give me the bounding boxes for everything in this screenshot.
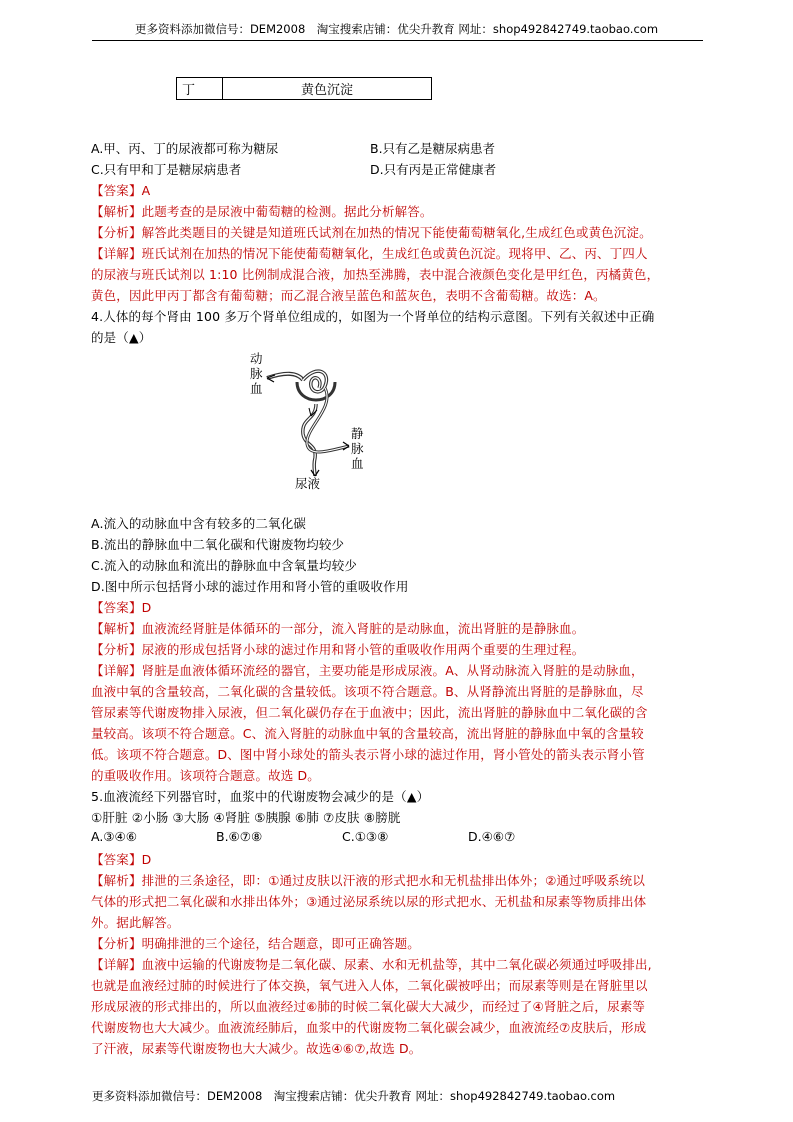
q4-xiangjie-line: 低。该项不符合题意。D、图中肾小球处的箭头表示肾小球的滤过作用，肾小管处的箭头表示肾小管 — [91, 747, 645, 762]
q5-option-b: B.⑥⑦⑧ — [216, 829, 263, 844]
q3-xiangjie-line: 【详解】班氏试剂在加热的情况下能使葡萄糖氧化，生成红色或黄色沉淀。现将甲、乙、丙、丁四人 — [91, 246, 648, 261]
label-vein-2: 脉 — [351, 441, 364, 456]
q5-xiangjie-line: 了汗液，尿素等代谢废物也大大减少。故选④⑥⑦,故选 D。 — [91, 1041, 422, 1056]
page-footer: 更多资料添加微信号：DEM2008 淘宝搜索店铺：优尖升教育 网址：shop492842749.taobao.com — [92, 1089, 616, 1103]
label-artery-2: 脉 — [250, 366, 263, 381]
q4-option-c: C.流入的动脉血和流出的静脉血中含氧量均较少 — [91, 558, 358, 573]
q5-organs: ①肝脏 ②小肠 ③大肠 ④肾脏 ⑤胰腺 ⑥肺 ⑦皮肤 ⑧膀胱 — [91, 810, 401, 825]
label-urine: 尿液 — [295, 476, 321, 491]
q5-jiexi-line: 外。据此解答。 — [91, 915, 180, 930]
q4-xiangjie-line: 的重吸收作用。该项符合题意。故选 D。 — [91, 768, 320, 783]
q5-option-c: C.①③⑧ — [342, 829, 389, 844]
label-vein-1: 静 — [351, 426, 364, 441]
result-table — [176, 77, 432, 100]
q3-option-c: C.只有甲和丁是糖尿病患者 — [91, 162, 242, 177]
q5-xiangjie-line: 形成尿液的形式排出的，所以血液经过⑥肺的时候二氧化碳大大减少，而经过了④肾脏之后，尿素等 — [91, 999, 646, 1014]
q4-option-d: D.图中所示包括肾小球的滤过作用和肾小管的重吸收作用 — [91, 579, 409, 594]
q5-xiangjie-line: 【详解】血液中运输的代谢废物是二氧化碳、尿素、水和无机盐等，其中二氧化碳必须通过呼吸排出, — [91, 957, 652, 972]
q4-stem-line: 4.人体的每个肾由 100 多万个肾单位组成的，如图为一个肾单位的结构示意图。下列有关叙述中正确 — [91, 309, 655, 324]
q3-option-a: A.甲、丙、丁的尿液都可称为糖尿 — [91, 141, 279, 156]
q5-option-d: D.④⑥⑦ — [468, 829, 516, 844]
q3-jiexi: 【解析】此题考查的是尿液中葡萄糖的检测。据此分析解答。 — [91, 204, 433, 219]
q4-option-b: B.流出的静脉血中二氧化碳和代谢废物均较少 — [91, 537, 345, 552]
q3-xiangjie-line: 的尿液与班氏试剂以 1:10 比例制成混合液，加热至沸腾，表中混合液颜色变化是甲红色，丙橘黄色， — [91, 267, 660, 282]
q4-stem-line: 的是（▲） — [91, 330, 152, 345]
q4-option-a: A.流入的动脉血中含有较多的二氧化碳 — [91, 516, 307, 531]
q4-jiexi: 【解析】血液流经肾脏是体循环的一部分，流入肾脏的是动脉血，流出肾脏的是静脉血。 — [91, 621, 585, 636]
q4-fenxi: 【分析】尿液的形成包括肾小球的滤过作用和肾小管的重吸收作用两个重要的生理过程。 — [91, 642, 585, 657]
q5-xiangjie-line: 也就是血液经过肺的时候进行了体交换，氧气进入人体，二氧化碳被呼出；而尿素等则是在肾脏里以 — [91, 978, 648, 993]
vein-vessel — [307, 388, 349, 452]
nephron-diagram — [245, 348, 385, 493]
q5-stem: 5.血液流经下列器官时，血浆中的代谢废物会减少的是（▲） — [91, 789, 430, 804]
q5-jiexi-line: 【解析】排泄的三条途径，即：①通过皮肤以汗液的形式把水和无机盐排出体外；②通过呼吸系统以 — [91, 873, 646, 888]
q3-xiangjie-line: 黄色，因此甲丙丁都含有葡萄糖；而乙混合液呈蓝色和蓝灰色，表明不含葡萄糖。故选：A。 — [91, 288, 606, 303]
q5-option-a: A.③④⑥ — [91, 829, 137, 844]
table-cell-value: 黄色沉淀 — [223, 78, 432, 100]
q5-fenxi: 【分析】明确排泄的三个途径，结合题意，即可正确答题。 — [91, 936, 420, 951]
q3-answer: 【答案】A — [91, 183, 151, 198]
table-cell-label: 丁 — [177, 78, 223, 100]
q4-xiangjie-line: 量较高。该项不符合题意。C、流入肾脏的动脉血中氧的含量较高，流出肾脏的静脉血中氧的含量较 — [91, 726, 644, 741]
q4-xiangjie-line: 【详解】肾脏是血液体循环流经的器官，主要功能是形成尿液。A、从肾动脉流入肾脏的是动脉血， — [91, 663, 644, 678]
label-artery-1: 动 — [250, 351, 263, 366]
header-rule — [92, 40, 703, 41]
q4-xiangjie-line: 管尿素等代谢废物排入尿液，但二氧化碳仍存在于血液中；因此，流出肾脏的静脉血中二氧化碳的含 — [91, 705, 648, 720]
q4-answer: 【答案】D — [91, 600, 152, 615]
page-header: 更多资料添加微信号：DEM2008 淘宝搜索店铺：优尖升教育 网址：shop492842749.taobao.com — [134, 22, 659, 36]
q5-xiangjie-line: 代谢废物也大大减少。血液流经肺后，血浆中的代谢废物二氧化碳会减少，血液流经⑦皮肤后，形成 — [91, 1020, 647, 1035]
q4-xiangjie-line: 血液中氧的含量较高，二氧化碳的含量较低。该项不符合题意。B、从肾静流出肾脏的是静脉血，尽 — [91, 684, 644, 699]
q5-jiexi-line: 气体的形式把二氧化碳和水排出体外；③通过泌尿系统以尿的形式把水、无机盐和尿素等物质排出体 — [91, 894, 647, 909]
q3-option-d: D.只有丙是正常健康者 — [370, 162, 497, 177]
q3-fenxi: 【分析】解答此类题目的关键是知道班氏试剂在加热的情况下能使葡萄糖氧化,生成红色或黄色沉淀。 — [91, 225, 652, 240]
label-artery-3: 血 — [250, 381, 263, 396]
q3-option-b: B.只有乙是糖尿病患者 — [370, 141, 496, 156]
table-row — [177, 78, 432, 100]
q5-answer: 【答案】D — [91, 852, 152, 867]
label-vein-3: 血 — [351, 456, 364, 471]
